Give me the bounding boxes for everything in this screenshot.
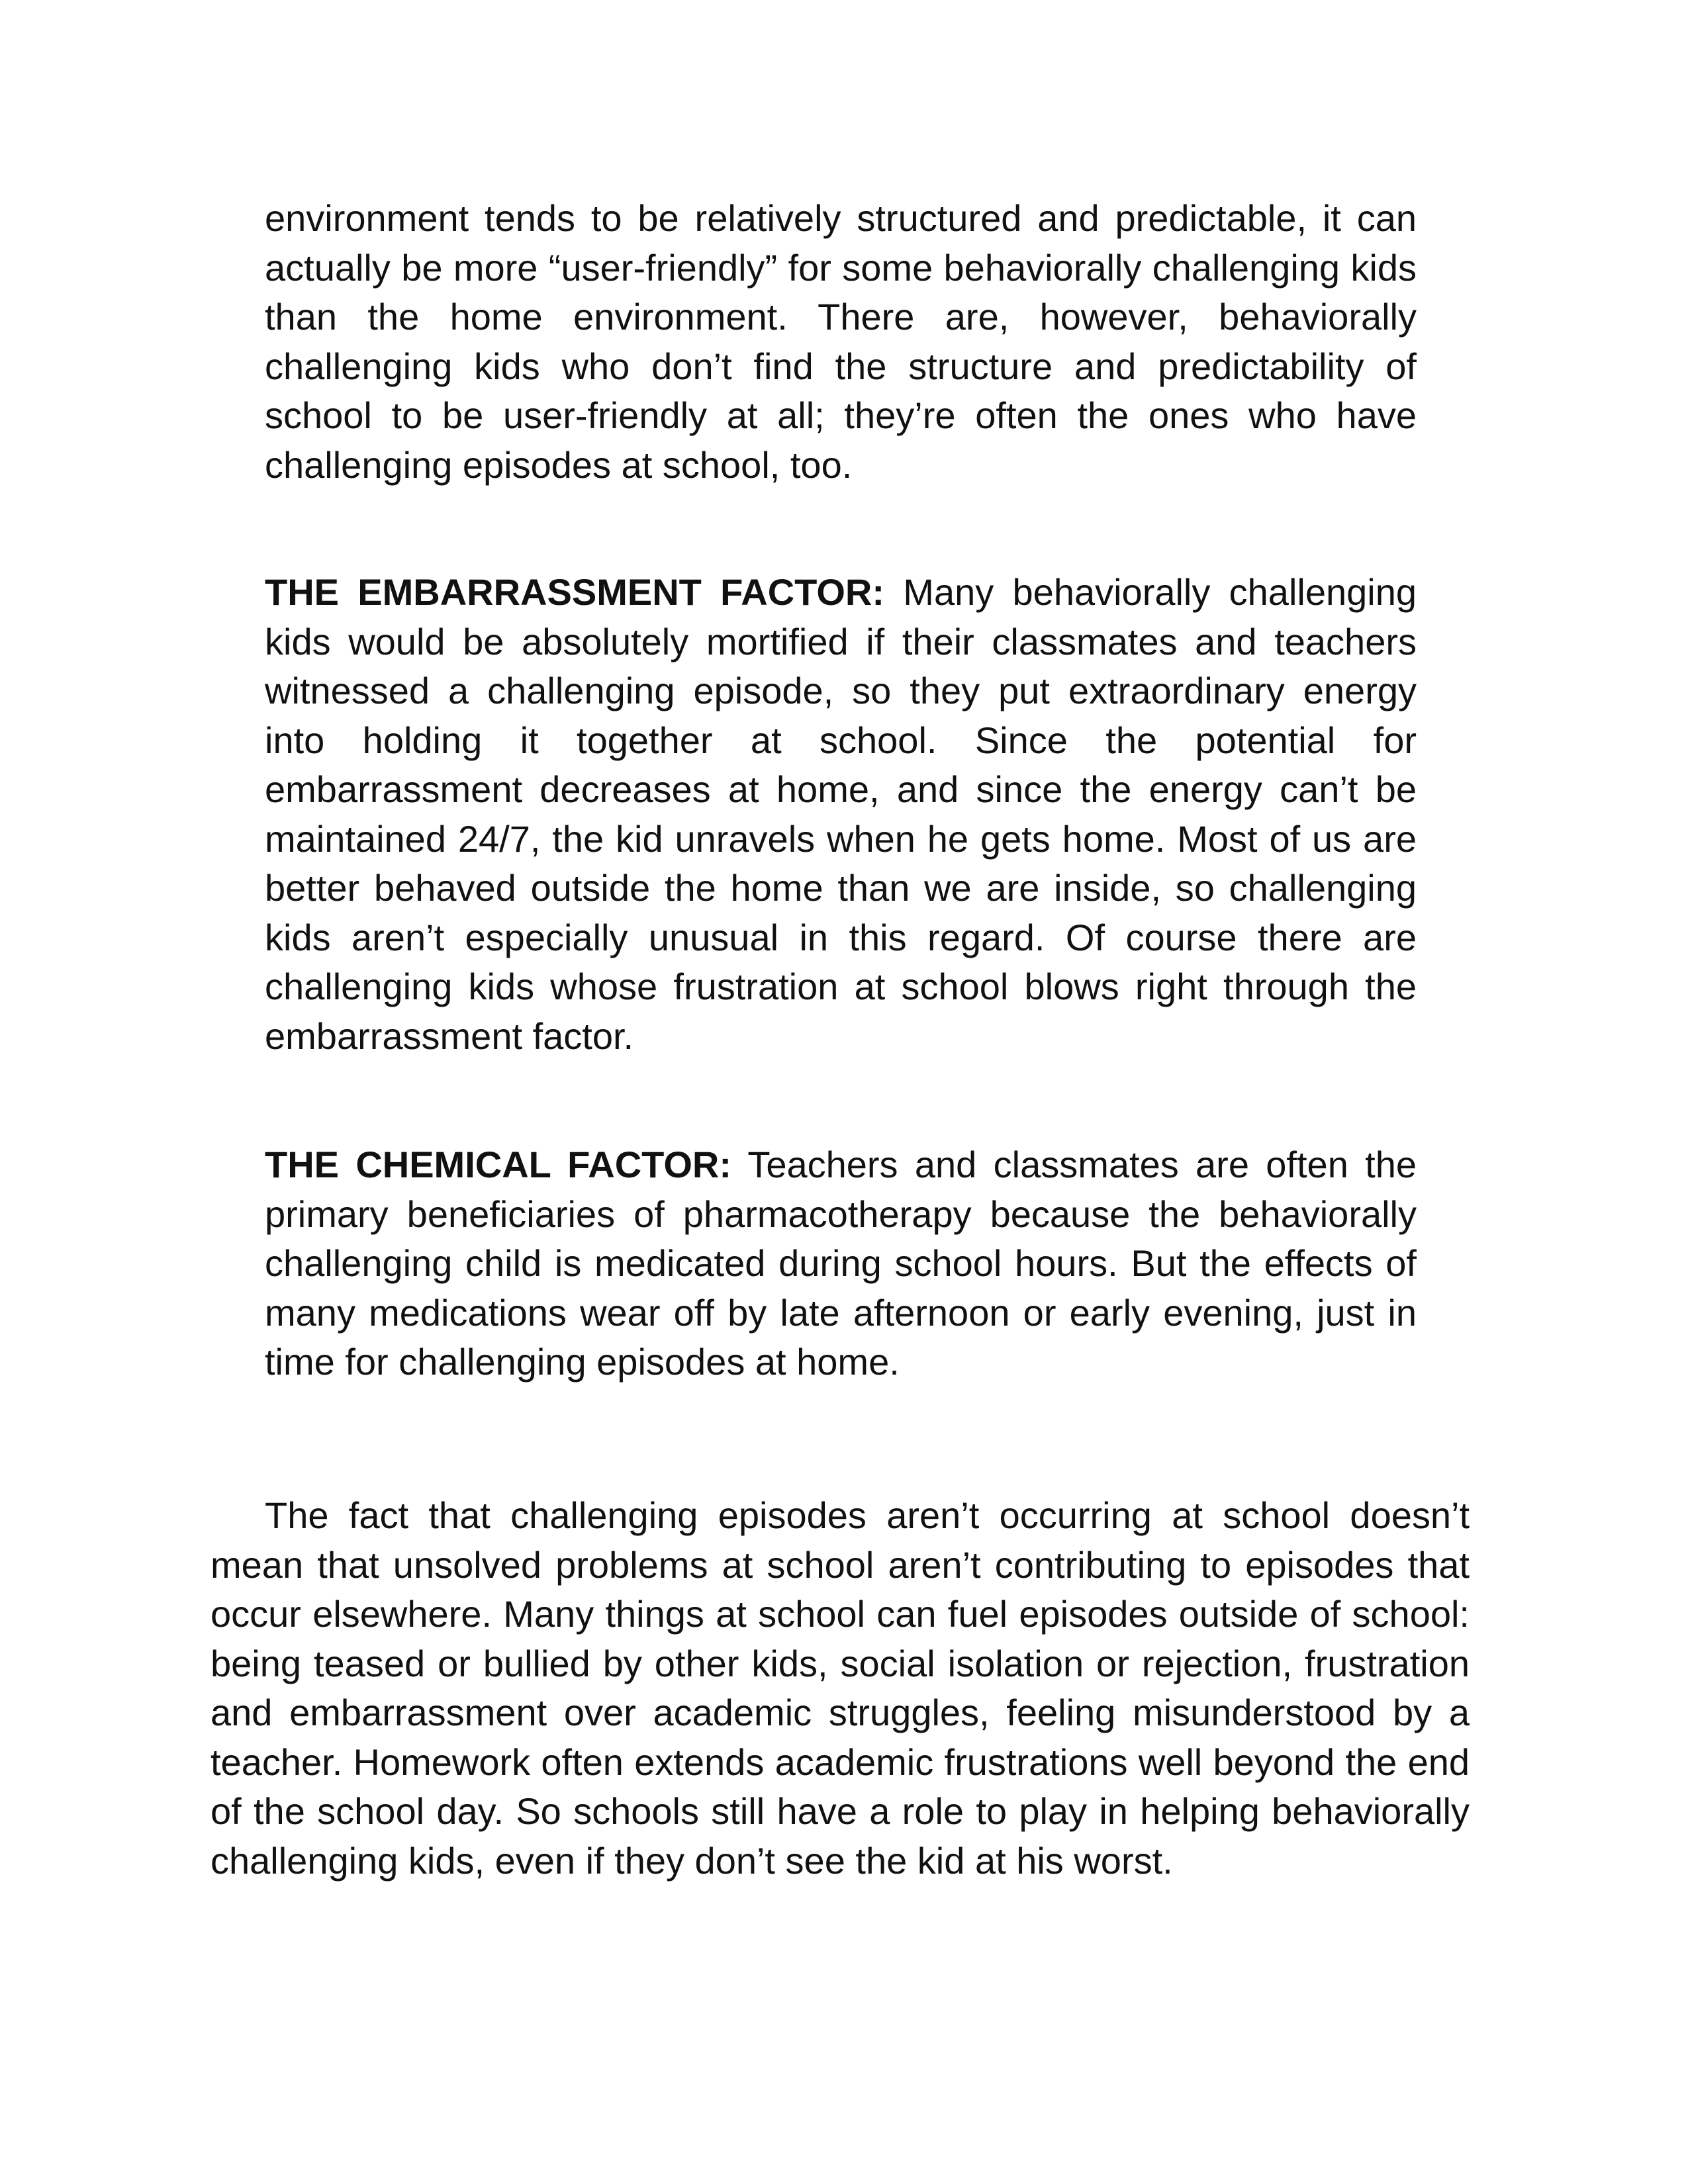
block-heading: THE EMBARRASSMENT FACTOR: (265, 571, 884, 613)
block-text: Teachers and classmates are often the primary beneficiaries of pharmacotherapy because the behaviorally challenging child is medicated during school hours. But the effects of many medications wear off by late afternoon or early evening, just in time for challenging episodes at home. (265, 1144, 1417, 1383)
indented-block-embarrassment-factor (265, 568, 1417, 1061)
body-paragraph: The fact that challenging episodes aren’t occurring at school doesn’t mean that unsolved problems at school aren’t contributing to episodes that occur elsewhere. Many things at school can fuel episodes outside of school: being teased or bullied by other kids, social isolation or rejection, frustration and embarrassment over academic struggles, feeling misunderstood by a teacher. Homework often extends academic frustrations well beyond the end of the school day. So schools still have a role to play in helping behaviorally challenging kids, even if they don’t see the kid at his worst. (211, 1494, 1470, 1882)
block-text: Many behaviorally challenging kids would be absolutely mortified if their classmates and teachers witnessed a challenging episode, so they put extraordinary energy into holding it together at school. Since the potential for embarrassment decreases at home, and since the energy can’t be maintained 24/7, the kid unravels when he gets home. Most of us are better behaved outside the home than we are inside, so challenging kids aren’t especially unusual in this regard. Of course there are challenging kids whose frustration at school blows right through the embarrassment factor. (265, 571, 1417, 1057)
indented-block-continuation (265, 194, 1417, 490)
block-text: environment tends to be relatively structured and predictable, it can actually be more “user-friendly” for some behaviorally challenging kids than the home environment. There are, however, behaviorally challenging kids who don’t find the structure and predictability of school to be user-friendly at all; they’re often the ones who have challenging episodes at school, too. (265, 197, 1417, 486)
indented-block-chemical-factor (265, 1140, 1417, 1387)
block-heading: THE CHEMICAL FACTOR: (265, 1144, 732, 1185)
